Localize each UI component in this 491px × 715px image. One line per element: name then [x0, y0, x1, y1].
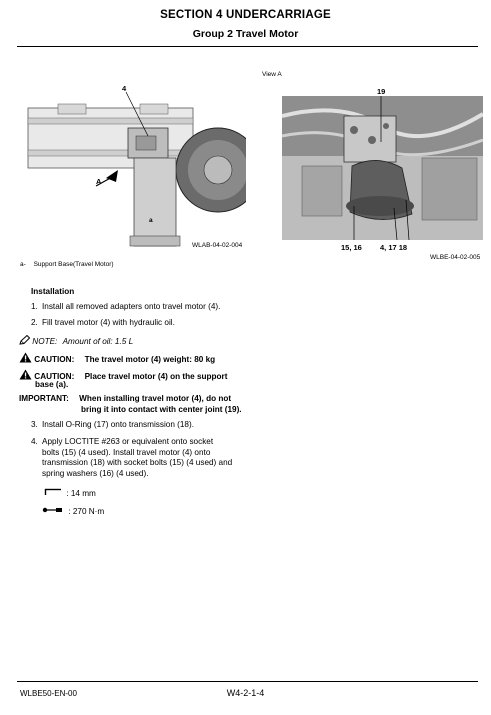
callout-4: 4	[122, 84, 127, 93]
wrench-size-value: : 14 mm	[66, 489, 96, 498]
right-figure-illustration	[282, 96, 483, 240]
important-line1: When installing travel motor (4), do not	[79, 394, 232, 403]
important-line2: bring it into contact with center joint (19).	[81, 405, 242, 414]
footer-page-code: W4-2-1-4	[226, 688, 265, 698]
footer-doc-code: WLBE50-EN-00	[20, 689, 77, 698]
step-4-line2: bolts (15) (4 used). Install travel motor (4) onto	[42, 447, 211, 457]
step-3-text: Install O-Ring (17) onto transmission (18).	[42, 420, 194, 429]
callout-view-a: A	[96, 177, 102, 186]
step-1-number: 1.	[31, 302, 38, 311]
callout-4-17-18: 4, 17 18	[380, 243, 408, 252]
left-figure-code: WLAB-04-02-004	[192, 242, 243, 249]
step-3-number: 3.	[31, 420, 38, 429]
caption-text: Support Base(Travel Motor)	[33, 261, 114, 268]
callout-15-16: 15, 16	[341, 243, 362, 252]
warning-triangle-icon	[19, 352, 32, 363]
footer-rule	[17, 681, 478, 682]
pencil-note-icon	[19, 335, 30, 345]
torque-value: : 270 N·m	[68, 507, 105, 516]
wrench-size-icon	[44, 488, 62, 496]
step-4-line3: transmission (18) with socket bolts (15) (4 used) and	[42, 458, 233, 467]
caution-1-text: The travel motor (4) weight: 80 kg	[84, 355, 216, 364]
step-2	[31, 318, 471, 329]
step-2-number: 2.	[31, 318, 38, 327]
left-figure	[18, 86, 246, 250]
step-4-line4: spring washers (16) (4 used).	[42, 468, 149, 478]
step-4-line1: Apply LOCTITE #263 or equivalent onto socket	[42, 437, 214, 446]
note-label: NOTE:	[32, 337, 58, 346]
important-label: IMPORTANT:	[19, 394, 69, 403]
callout-support-base: a	[149, 217, 153, 224]
torque	[42, 506, 104, 518]
note-text: Amount of oil: 1.5 L	[62, 337, 134, 346]
left-figure-illustration	[18, 86, 246, 250]
right-figure	[282, 96, 483, 240]
right-figure-code: WLBE-04-02-005	[430, 254, 481, 261]
note	[19, 335, 133, 348]
callout-19: 19	[377, 87, 386, 96]
caution-2-text-line2: base (a).	[35, 380, 69, 389]
wrench-size	[44, 488, 96, 500]
caution-2-label: CAUTION:	[34, 372, 75, 381]
step-1	[31, 302, 471, 313]
caution-2-text-line1: Place travel motor (4) on the support	[84, 372, 228, 381]
warning-triangle-icon	[19, 369, 32, 380]
step-4	[31, 437, 471, 479]
figure-caption	[20, 261, 114, 268]
view-a-label: View A	[262, 71, 282, 78]
caption-key: a-	[20, 261, 26, 268]
group-title: Group 2 Travel Motor	[192, 28, 299, 40]
step-2-text: Fill travel motor (4) with hydraulic oil.	[42, 318, 175, 327]
caution-1-label: CAUTION:	[34, 355, 75, 364]
caution-1	[19, 352, 215, 366]
torque-wrench-icon	[42, 506, 64, 514]
header-rule	[17, 46, 478, 47]
installation-heading: Installation	[31, 287, 75, 296]
important	[19, 394, 231, 405]
step-4-number: 4.	[31, 437, 38, 446]
section-title: SECTION 4 UNDERCARRIAGE	[160, 9, 331, 21]
step-3	[31, 420, 471, 431]
step-1-text: Install all removed adapters onto travel motor (4).	[42, 302, 221, 311]
